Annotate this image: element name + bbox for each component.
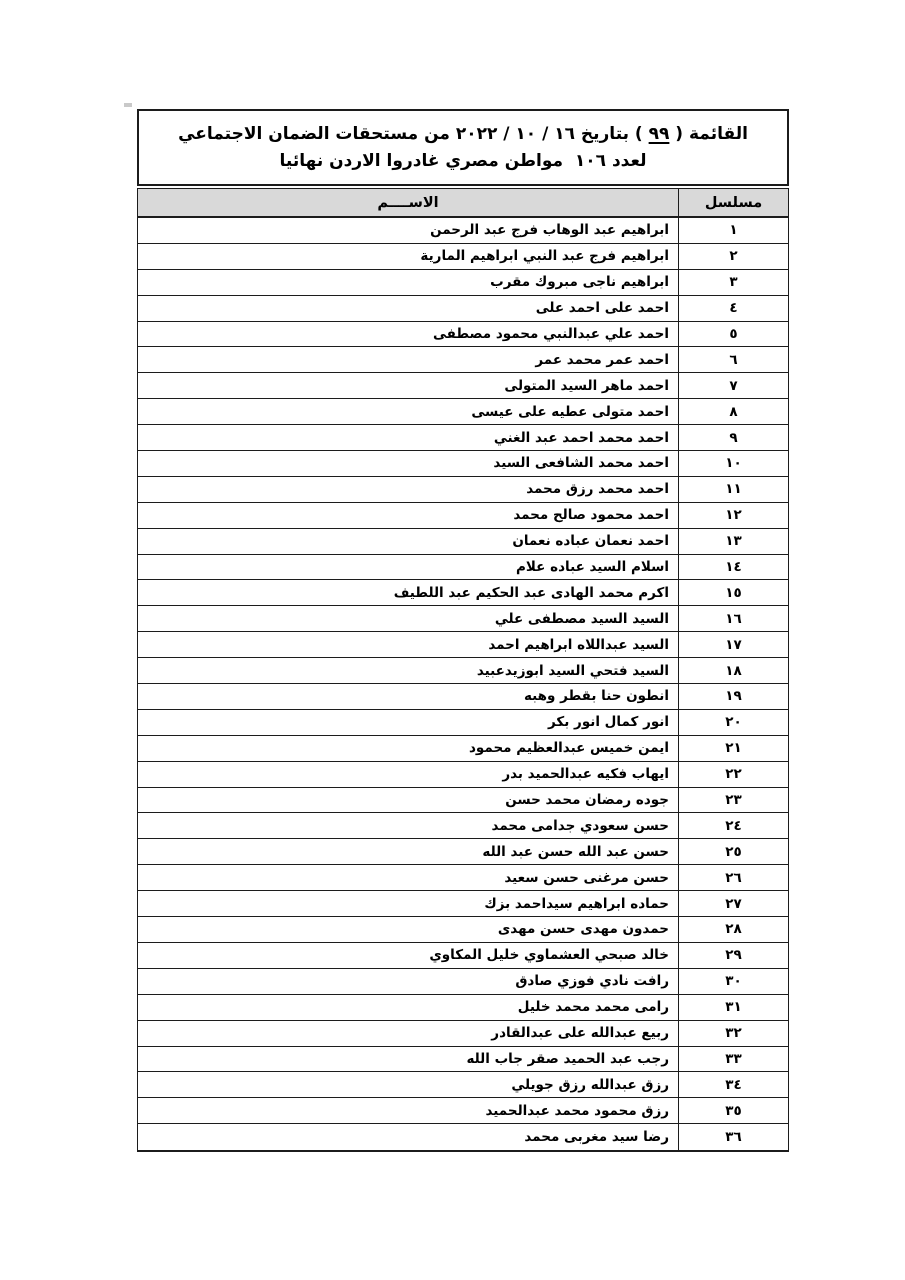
name-cell: حسن عبد الله حسن عبد الله [482,843,669,860]
serial-cell: ١١ [678,477,788,502]
name-cell: حسن مرغنى حسن سعيد [504,869,669,886]
name-cell: احمد نعمان عباده نعمان [512,533,669,550]
name-cell: رزق عبدالله رزق جويلي [511,1076,669,1093]
name-cell: احمد محمد الشافعى السيد [493,455,669,472]
table-row [138,529,788,555]
name-cell: احمد عمر محمد عمر [535,351,669,368]
name-cell: احمد ماهر السيد المتولى [504,377,669,394]
serial-cell: ٣ [678,270,788,295]
table-row [138,451,788,477]
table-row [138,1072,788,1098]
table-row [138,580,788,606]
serial-cell: ٢٧ [678,891,788,916]
serial-cell: ١٧ [678,632,788,657]
name-cell: خالد صبحي العشماوي خليل المكاوي [429,947,669,964]
table-row [138,1047,788,1073]
table-row [138,399,788,425]
table-row [138,503,788,529]
name-cell: رامى محمد محمد خليل [517,999,669,1016]
serial-cell: ١٢ [678,503,788,528]
name-cell: حماده ابراهيم سيداحمد بزك [484,895,669,912]
beneficiaries-table [137,188,789,1152]
serial-cell: ١٩ [678,684,788,709]
serial-cell: ١٨ [678,658,788,683]
serial-cell: ٨ [678,399,788,424]
name-cell: ايمن خميس عبدالعظيم محمود [469,740,669,757]
serial-cell: ٣٢ [678,1021,788,1046]
serial-cell: ٦ [678,347,788,372]
serial-cell: ٢ [678,244,788,269]
serial-column-header: مسلسل [678,189,788,216]
list-title-line1 [178,121,748,148]
name-cell: احمد على احمد على [535,300,669,317]
name-cell: انطون حنا بقطر وهبه [523,688,669,705]
serial-cell: ٢٤ [678,813,788,838]
list-title-suffix: ) بتاريخ ١٦ / ١٠ / ٢٠٢٢ من مستحقات الضمان الاجتماعي [178,123,649,144]
table-row [138,1098,788,1124]
name-cell: رضا سيد مغربى محمد [524,1129,669,1146]
serial-cell: ٢٠ [678,710,788,735]
serial-cell: ٣٠ [678,969,788,994]
table-row [138,606,788,632]
table-row [138,270,788,296]
table-row [138,788,788,814]
table-row [138,218,788,244]
table-row [138,477,788,503]
scan-artifact [124,103,132,107]
table-row [138,839,788,865]
serial-cell: ٣٣ [678,1047,788,1072]
name-cell: السيد فتحي السيد ابوزيدعبيد [476,662,669,679]
table-row [138,244,788,270]
name-cell: رزق محمود محمد عبدالحميد [485,1102,669,1119]
name-cell: السيد عبداللاه ابراهيم احمد [488,636,669,653]
table-row [138,813,788,839]
list-title-line2: لعدد ١٠٦ مواطن مصري غادروا الاردن نهائيا [279,150,647,171]
table-row [138,1021,788,1047]
name-cell: ربيع عبدالله على عبدالقادر [491,1025,669,1042]
table-row [138,969,788,995]
table-row [138,865,788,891]
table-row [138,632,788,658]
serial-cell: ٧ [678,373,788,398]
name-cell: احمد محمد رزق محمد [526,481,669,498]
table-row [138,296,788,322]
table-row [138,684,788,710]
name-cell: احمد محمود صالح محمد [513,507,669,524]
table-row [138,555,788,581]
table-row [138,891,788,917]
serial-cell: ١ [678,218,788,243]
table-row [138,347,788,373]
name-cell: انور كمال انور بكر [548,714,669,731]
serial-cell: ٣٤ [678,1072,788,1097]
serial-cell: ٣٥ [678,1098,788,1123]
name-cell: ابراهيم عبد الوهاب فرج عبد الرحمن [430,222,669,239]
table-body [138,218,788,1150]
name-cell: جوده رمضان محمد حسن [505,792,669,809]
serial-cell: ٢٨ [678,917,788,942]
name-cell: رجب عبد الحميد صقر جاب الله [466,1050,669,1067]
serial-cell: ٤ [678,296,788,321]
serial-cell: ٣١ [678,995,788,1020]
name-cell: حمدون مهدى حسن مهدى [497,921,669,938]
table-row [138,995,788,1021]
table-row [138,658,788,684]
table-row [138,736,788,762]
name-cell: ابراهيم ناجى مبروك مقرب [490,274,669,291]
serial-cell: ٢٩ [678,943,788,968]
table-row [138,943,788,969]
serial-cell: ٥ [678,322,788,347]
serial-cell: ١٦ [678,606,788,631]
serial-cell: ٢٥ [678,839,788,864]
name-cell: احمد محمد احمد عبد الغني [493,429,669,446]
name-cell: اكرم محمد الهادى عبد الحكيم عبد اللطيف [393,584,669,601]
name-cell: ايهاب فكيه عبدالحميد بدر [502,766,669,783]
name-cell: السيد السيد مصطفى علي [494,610,669,627]
serial-cell: ١٠ [678,451,788,476]
list-number: ٩٩ [648,123,670,144]
table-row [138,322,788,348]
name-cell: حسن سعودي جدامى محمد [491,817,669,834]
list-title-box [137,109,789,186]
table-header-row [138,188,788,218]
serial-cell: ٢٦ [678,865,788,890]
table-row [138,1124,788,1150]
serial-cell: ٢١ [678,736,788,761]
list-title-prefix: القائمة ( [669,123,748,144]
serial-cell: ٢٢ [678,762,788,787]
table-row [138,917,788,943]
table-row [138,425,788,451]
table-row [138,710,788,736]
serial-cell: ١٥ [678,580,788,605]
name-column-header: الاســــم [138,189,678,216]
serial-cell: ١٤ [678,555,788,580]
name-cell: رافت نادي فوزي صادق [515,973,669,990]
name-cell: اسلام السيد عباده علام [516,559,669,576]
serial-cell: ٩ [678,425,788,450]
name-cell: احمد علي عبدالنبي محمود مصطفى [432,326,669,342]
serial-cell: ١٣ [678,529,788,554]
table-row [138,373,788,399]
name-cell: ابراهيم فرج عبد النبي ابراهيم المارية [420,248,669,265]
table-row [138,762,788,788]
serial-cell: ٣٦ [678,1124,788,1150]
name-cell: احمد متولى عطيه على عيسى [471,403,669,420]
serial-cell: ٢٣ [678,788,788,813]
